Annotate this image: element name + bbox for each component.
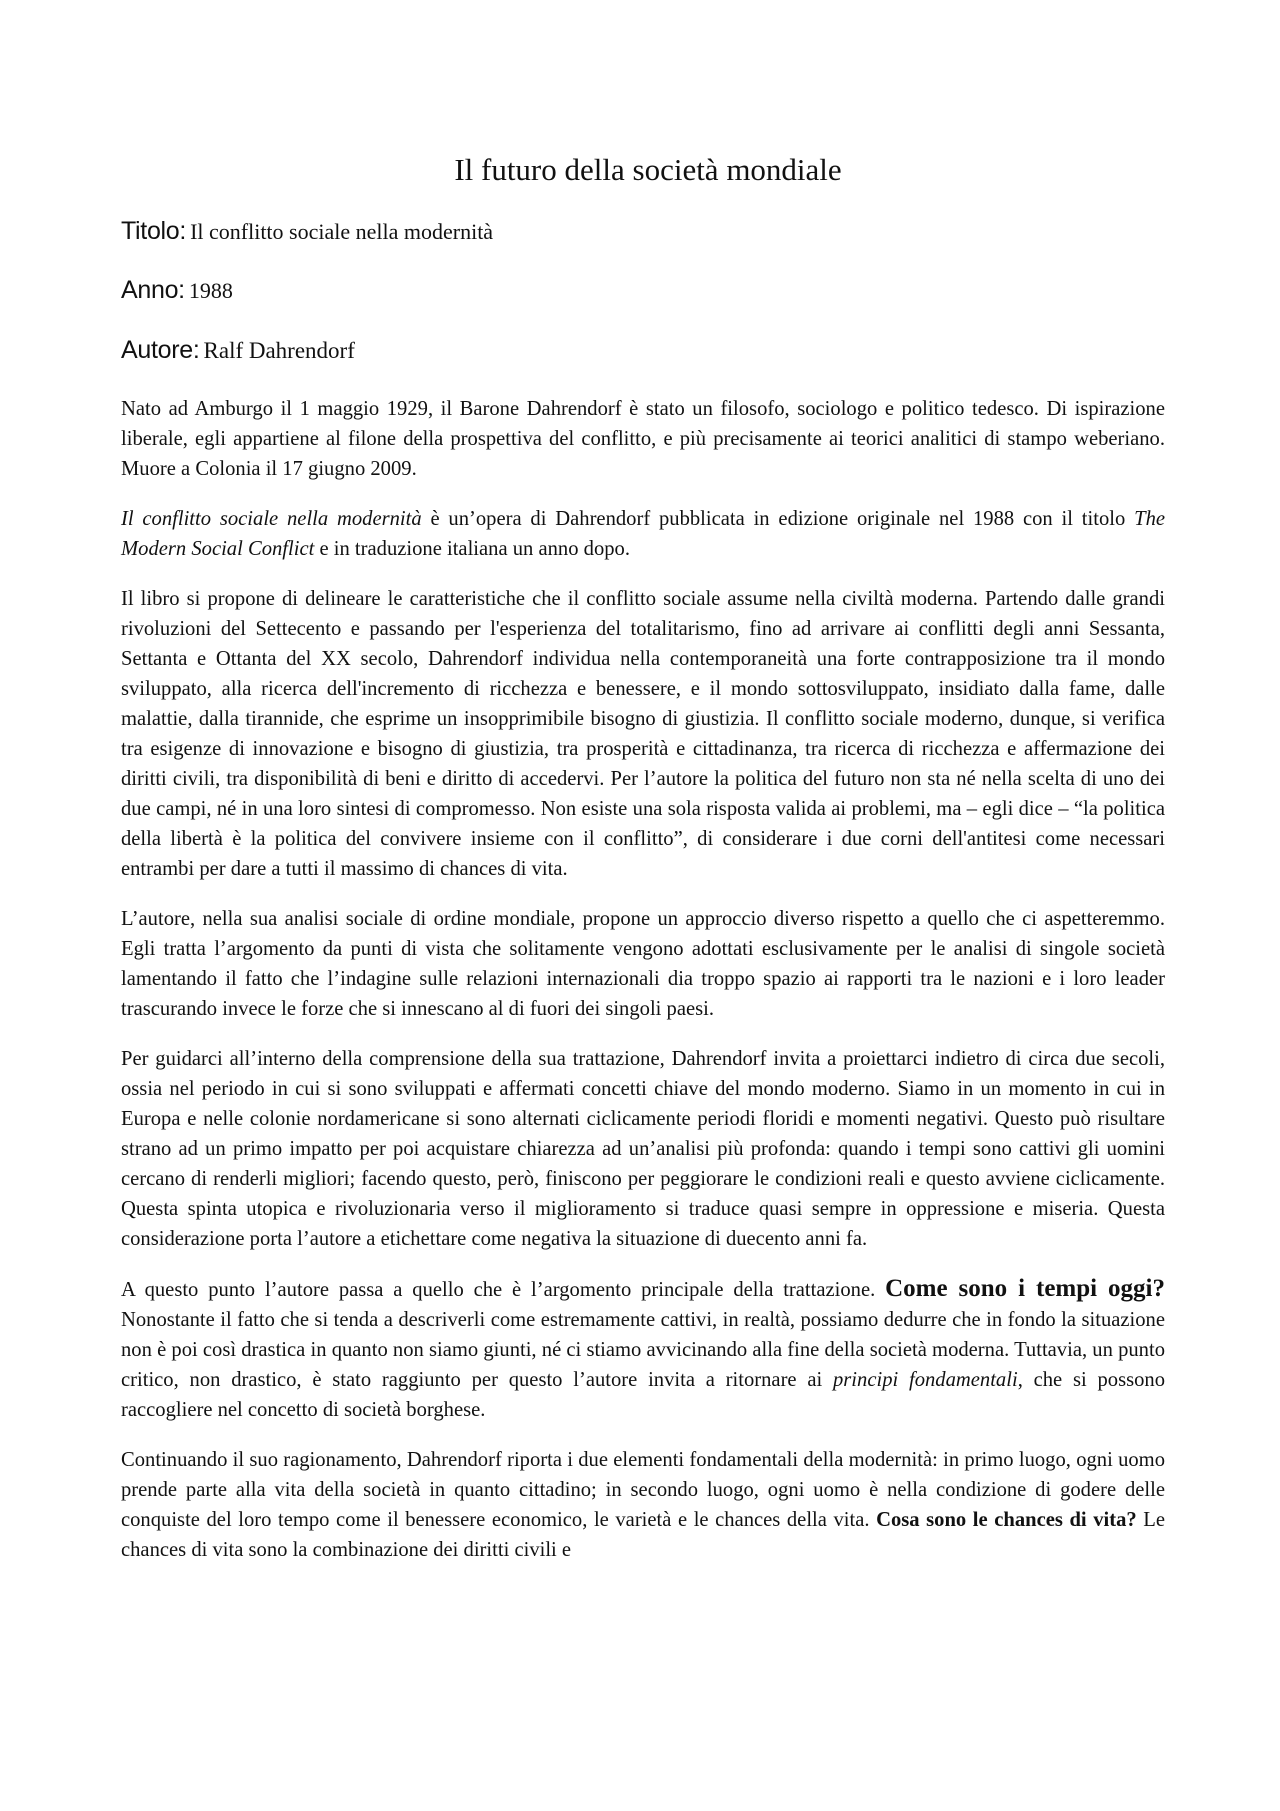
meta-titolo-value: Il conflitto sociale nella modernità: [190, 219, 494, 244]
meta-autore-value: Ralf Dahrendorf: [203, 338, 355, 363]
paragraph-book-purpose: Il libro si propone di delineare le caratteristiche che il conflitto sociale assume nella civiltà moderna. Partendo dalle grandi rivoluzioni del Settecento e passando per l'esperienza del totalitarismo, fino ad arrivare ai conflitti degli anni Sessanta, Settanta e Ottanta del XX secolo, Dahrendorf individua nella contemporaneità una forte contrapposizione tra il mondo sviluppato, alla ricerca dell'incremento di ricchezza e benessere, e il mondo sottosviluppato, insidiato dalla fame, dalle malattie, dalla tirannide, che esprime un insopprimibile bisogno di giustizia. Il conflitto sociale moderno, dunque, si verifica tra esigenze di innovazione e bisogno di giustizia, tra prosperità e cittadinanza, tra ricerca di ricchezza e affermazione dei diritti civili, tra disponibilità di beni e diritto di accedervi. Per l’autore la politica del futuro non sta né nella scelta di uno dei due campi, né in una loro sintesi di compromesso. Non esiste una sola risposta valida ai problemi, ma – egli dice – “la politica della libertà è la politica del convivere insieme con il conflitto”, di considerare i due corni dell'antitesi come necessari entrambi per dare a tutti il massimo di chances di vita.: [121, 588, 1165, 880]
book-title-italian: Il conflitto sociale nella modernità: [121, 508, 422, 530]
meta-anno-label: Anno:: [121, 276, 185, 304]
meta-titolo: [121, 214, 1165, 252]
meta-anno-value: 1988: [188, 278, 233, 303]
paragraph-book-intro: [121, 504, 1165, 564]
meta-autore-label: Autore:: [121, 336, 200, 364]
meta-autore: [121, 333, 1165, 371]
paragraph-modernity-elements: [121, 1445, 1165, 1565]
meta-anno: [121, 273, 1165, 311]
p2-text1: è un’opera di Dahrendorf pubblicata in edizione originale nel 1988 con il titolo: [421, 508, 1135, 530]
paragraph-biography: Nato ad Amburgo il 1 maggio 1929, il Barone Dahrendorf è stato un filosofo, sociologo e politico tedesco. Di ispirazione liberale, egli appartiene al filone della prospettiva del conflitto, e più precisamente ai teorici analitici di stampo weberiano. Muore a Colonia il 17 giugno 2009.: [121, 398, 1165, 480]
p6-text3: , che si possono raccogliere nel concetto di società borghese.: [121, 1369, 1166, 1421]
p2-text2: e in traduzione italiana un anno dopo.: [314, 538, 631, 560]
paragraph-approach: L’autore, nella sua analisi sociale di ordine mondiale, propone un approccio diverso rispetto a quello che ci aspetteremmo. Egli tratta l’argomento da punti di vista che solitamente vengono adottati esclusivamente per le analisi di singole società lamentando il fatto che l’indagine sulle relazioni internazionali dia troppo spazio ai rapporti tra le nazioni e i loro leader trascurando invece le forze che si innescano al di fuori dei singoli paesi.: [121, 908, 1165, 1020]
question-chances-of-life: Cosa sono le chances di vita?: [876, 1509, 1137, 1531]
document-page: [121, 150, 1165, 1565]
document-title: Il futuro della società mondiale: [454, 152, 842, 187]
meta-titolo-label: Titolo:: [121, 217, 187, 245]
book-title-english: The Modern Social Conflict: [121, 508, 1165, 560]
p7-text1: Continuando il suo ragionamento, Dahrendorf riporta i due elementi fondamentali della modernità: in primo luogo, ogni uomo prende parte alla vita della società in quanto cittadino; in secondo luogo, ogni uomo è nella condizione di godere delle conquiste del loro tempo come il benessere economico, le varietà e le chances della vita.: [121, 1449, 1165, 1531]
principi-fondamentali: principi fondamentali: [833, 1369, 1018, 1391]
p6-text2: Nonostante il fatto che si tenda a descriverli come estremamente cattivi, in realtà, possiamo dedurre che in fondo la situazione non è poi così drastica in quanto non siamo giunti, né ci stiamo avvicinando alla fine della società moderna. Tuttavia, un punto critico, non drastico, è stato raggiunto per questo l’autore invita a ritornare ai: [121, 1309, 1165, 1391]
question-times-today: Come sono i tempi oggi?: [885, 1275, 1165, 1302]
p7-text2: Le chances di vita sono la combinazione dei diritti civili e: [121, 1509, 1165, 1561]
p6-text1: A questo punto l’autore passa a quello che è l’argomento principale della trattazione.: [121, 1279, 886, 1301]
paragraph-history: Per guidarci all’interno della comprensione della sua trattazione, Dahrendorf invita a proiettarci indietro di circa due secoli, ossia nel periodo in cui si sono sviluppati e affermati concetti chiave del mondo moderno. Siamo in un momento in cui in Europa e nelle colonie nordamericane si sono alternati ciclicamente periodi floridi e momenti negativi. Questo può risultare strano ad un primo impatto per poi acquistare chiarezza ad un’analisi più profonda: quando i tempi sono cattivi gli uomini cercano di renderli migliori; facendo questo, però, finiscono per peggiorare le condizioni reali e questo avviene ciclicamente. Questa spinta utopica e rivoluzionaria verso il miglioramento si traduce quasi sempre in oppressione e miseria. Questa considerazione porta l’autore a etichettare come negativa la situazione di duecento anni fa.: [121, 1048, 1165, 1250]
paragraph-times-today: [121, 1274, 1165, 1425]
